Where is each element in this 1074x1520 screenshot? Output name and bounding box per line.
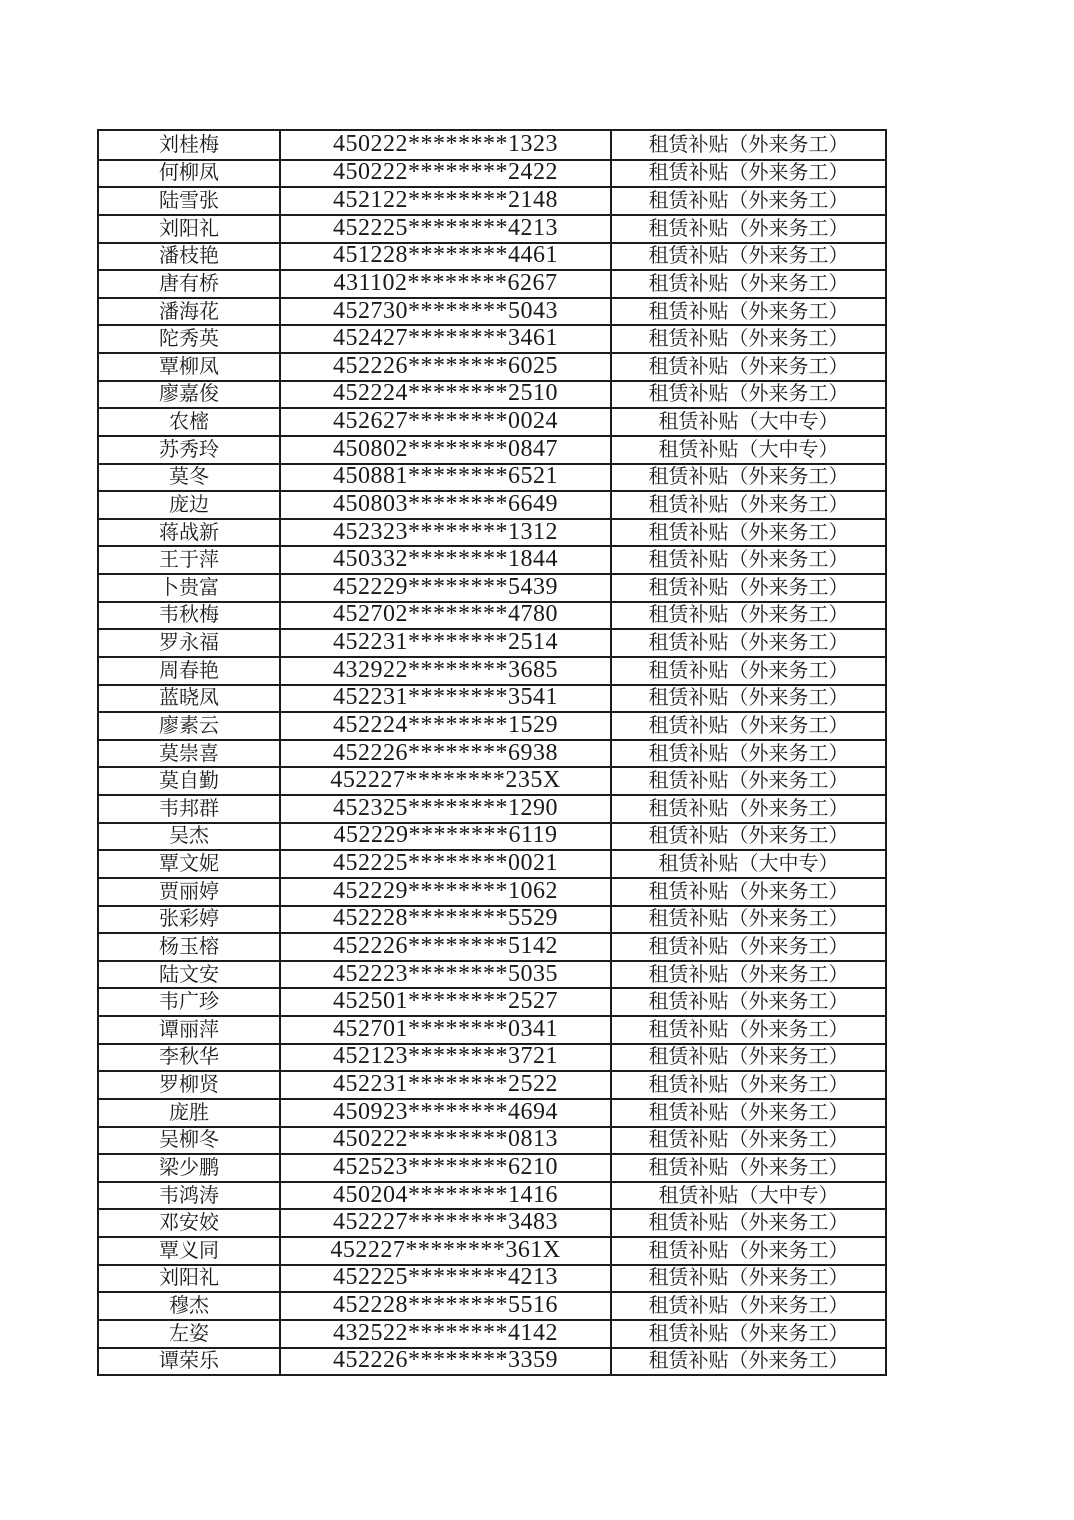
table-row bbox=[99, 1098, 885, 1126]
applicant-name: 陆雪张 bbox=[159, 190, 219, 213]
id-number: 452730********5043 bbox=[279, 299, 610, 325]
applicant-name: 穆杰 bbox=[169, 1295, 209, 1318]
subsidy-type: 租赁补贴（外来务工） bbox=[610, 768, 885, 794]
applicant-name: 刘阳礼 bbox=[159, 217, 219, 240]
table-row bbox=[99, 739, 885, 767]
id-number: 450803********6649 bbox=[279, 492, 610, 518]
table-row bbox=[99, 159, 885, 187]
subsidy-type: 租赁补贴（外来务工） bbox=[610, 1128, 885, 1154]
id-number: 452231********3541 bbox=[279, 686, 610, 712]
id-number: 452227********3483 bbox=[279, 1210, 610, 1236]
subsidy-type: 租赁补贴（外来务工） bbox=[610, 1266, 885, 1292]
subsidy-type: 租赁补贴（外来务工） bbox=[610, 1321, 885, 1347]
applicant-name: 蓝晓凤 bbox=[159, 687, 219, 710]
table-row bbox=[99, 1043, 885, 1071]
id-number: 452226********3359 bbox=[279, 1349, 610, 1375]
applicant-name: 覃柳凤 bbox=[159, 355, 219, 378]
subsidy-type: 租赁补贴（外来务工） bbox=[610, 271, 885, 297]
subsidy-type: 租赁补贴（外来务工） bbox=[610, 603, 885, 629]
subsidy-type: 租赁补贴（外来务工） bbox=[610, 354, 885, 380]
applicant-name: 韦广珍 bbox=[159, 991, 219, 1014]
table-row bbox=[99, 324, 885, 352]
subsidy-type: 租赁补贴（外来务工） bbox=[610, 326, 885, 352]
subsidy-type: 租赁补贴（大中专） bbox=[610, 437, 885, 463]
id-number: 431102********6267 bbox=[279, 271, 610, 297]
table-row bbox=[99, 601, 885, 629]
id-number: 452123********3721 bbox=[279, 1045, 610, 1071]
id-number: 450923********4694 bbox=[279, 1100, 610, 1126]
table-row bbox=[99, 628, 885, 656]
table-row bbox=[99, 214, 885, 242]
id-number: 452225********4213 bbox=[279, 216, 610, 242]
id-number: 452501********2527 bbox=[279, 989, 610, 1015]
id-number: 452323********1312 bbox=[279, 520, 610, 546]
table-row bbox=[99, 684, 885, 712]
id-number: 452227********235X bbox=[279, 768, 610, 794]
applicant-name: 谭荣乐 bbox=[159, 1350, 219, 1373]
applicant-name: 王于萍 bbox=[159, 549, 219, 572]
table-row bbox=[99, 1236, 885, 1264]
table-row bbox=[99, 960, 885, 988]
id-number: 452229********1062 bbox=[279, 879, 610, 905]
table-row bbox=[99, 877, 885, 905]
table-row bbox=[99, 1208, 885, 1236]
applicant-name: 罗永福 bbox=[159, 632, 219, 655]
table-row bbox=[99, 1070, 885, 1098]
applicant-name: 韦鸿涛 bbox=[159, 1184, 219, 1207]
id-number: 452231********2514 bbox=[279, 630, 610, 656]
table-row bbox=[99, 1347, 885, 1375]
subsidy-type: 租赁补贴（外来务工） bbox=[610, 1238, 885, 1264]
table-row bbox=[99, 518, 885, 546]
id-number: 450204********1416 bbox=[279, 1183, 610, 1209]
applicant-name: 庞边 bbox=[169, 493, 209, 516]
subsidy-type: 租赁补贴（外来务工） bbox=[610, 962, 885, 988]
applicant-name: 覃文妮 bbox=[159, 853, 219, 876]
table-row bbox=[99, 1319, 885, 1347]
table-row bbox=[99, 766, 885, 794]
subsidy-type: 租赁补贴（外来务工） bbox=[610, 907, 885, 933]
applicant-name: 莫冬 bbox=[169, 466, 209, 489]
subsidy-type: 租赁补贴（大中专） bbox=[610, 1183, 885, 1209]
id-number: 452224********2510 bbox=[279, 382, 610, 408]
subsidy-type: 租赁补贴（外来务工） bbox=[610, 1017, 885, 1043]
subsidy-type: 租赁补贴（外来务工） bbox=[610, 796, 885, 822]
table-row bbox=[99, 407, 885, 435]
id-number: 452122********2148 bbox=[279, 188, 610, 214]
table-row bbox=[99, 297, 885, 325]
table-row bbox=[99, 545, 885, 573]
applicant-name: 贾丽婷 bbox=[159, 880, 219, 903]
id-number: 450881********6521 bbox=[279, 465, 610, 491]
subsidy-type: 租赁补贴（外来务工） bbox=[610, 216, 885, 242]
subsidy-type: 租赁补贴（外来务工） bbox=[610, 686, 885, 712]
table-row bbox=[99, 463, 885, 491]
id-number: 450222********0813 bbox=[279, 1128, 610, 1154]
id-number: 452702********4780 bbox=[279, 603, 610, 629]
table-row bbox=[99, 1153, 885, 1181]
id-number: 452223********5035 bbox=[279, 962, 610, 988]
applicant-name: 覃义同 bbox=[159, 1239, 219, 1262]
subsidy-type: 租赁补贴（外来务工） bbox=[610, 1045, 885, 1071]
id-number: 452523********6210 bbox=[279, 1155, 610, 1181]
table-row bbox=[99, 1181, 885, 1209]
id-number: 451228********4461 bbox=[279, 244, 610, 270]
subsidy-type: 租赁补贴（大中专） bbox=[610, 409, 885, 435]
subsidy-type: 租赁补贴（外来务工） bbox=[610, 1293, 885, 1319]
table-row bbox=[99, 905, 885, 933]
applicant-name: 刘阳礼 bbox=[159, 1267, 219, 1290]
id-number: 452229********6119 bbox=[279, 824, 610, 850]
id-number: 432922********3685 bbox=[279, 658, 610, 684]
applicant-name: 陆文安 bbox=[159, 963, 219, 986]
subsidy-type: 租赁补贴（外来务工） bbox=[610, 547, 885, 573]
applicant-name: 邓安姣 bbox=[159, 1212, 219, 1235]
applicant-name: 苏秀玲 bbox=[159, 438, 219, 461]
table-row bbox=[99, 490, 885, 518]
table-row bbox=[99, 186, 885, 214]
table-row bbox=[99, 242, 885, 270]
id-number: 452226********6025 bbox=[279, 354, 610, 380]
applicant-name: 李秋华 bbox=[159, 1046, 219, 1069]
subsidy-type: 租赁补贴（外来务工） bbox=[610, 1155, 885, 1181]
subsidy-type: 租赁补贴（外来务工） bbox=[610, 1349, 885, 1375]
subsidy-type: 租赁补贴（外来务工） bbox=[610, 131, 885, 159]
table-row bbox=[99, 794, 885, 822]
table-row bbox=[99, 352, 885, 380]
id-number: 452701********0341 bbox=[279, 1017, 610, 1043]
id-number: 452224********1529 bbox=[279, 713, 610, 739]
table-row bbox=[99, 435, 885, 463]
table-row bbox=[99, 131, 885, 159]
applicant-name: 左姿 bbox=[169, 1322, 209, 1345]
id-number: 452225********4213 bbox=[279, 1266, 610, 1292]
applicant-name: 唐有桥 bbox=[159, 272, 219, 295]
subsidy-type: 租赁补贴（大中专） bbox=[610, 851, 885, 877]
table-row bbox=[99, 380, 885, 408]
id-number: 450222********2422 bbox=[279, 161, 610, 187]
subsidy-type: 租赁补贴（外来务工） bbox=[610, 824, 885, 850]
applicant-name: 刘桂梅 bbox=[159, 133, 219, 156]
table-row bbox=[99, 1291, 885, 1319]
subsidy-type: 租赁补贴（外来务工） bbox=[610, 658, 885, 684]
applicant-name: 杨玉榕 bbox=[159, 935, 219, 958]
table-row bbox=[99, 1015, 885, 1043]
subsidy-type: 租赁补贴（外来务工） bbox=[610, 244, 885, 270]
subsidy-table bbox=[97, 129, 887, 1376]
id-number: 452229********5439 bbox=[279, 575, 610, 601]
id-number: 452228********5516 bbox=[279, 1293, 610, 1319]
id-number: 452227********361X bbox=[279, 1238, 610, 1264]
applicant-name: 周春艳 bbox=[159, 659, 219, 682]
table-row bbox=[99, 849, 885, 877]
applicant-name: 潘海花 bbox=[159, 300, 219, 323]
subsidy-type: 租赁补贴（外来务工） bbox=[610, 382, 885, 408]
applicant-name: 谭丽萍 bbox=[159, 1018, 219, 1041]
applicant-name: 吴柳冬 bbox=[159, 1129, 219, 1152]
id-number: 450802********0847 bbox=[279, 437, 610, 463]
id-number: 452226********5142 bbox=[279, 934, 610, 960]
subsidy-type: 租赁补贴（外来务工） bbox=[610, 989, 885, 1015]
subsidy-type: 租赁补贴（外来务工） bbox=[610, 1210, 885, 1236]
id-number: 452226********6938 bbox=[279, 741, 610, 767]
applicant-name: 罗柳贤 bbox=[159, 1074, 219, 1097]
subsidy-type: 租赁补贴（外来务工） bbox=[610, 713, 885, 739]
applicant-name: 农樒 bbox=[169, 411, 209, 434]
applicant-name: 何柳凤 bbox=[159, 162, 219, 185]
id-number: 450332********1844 bbox=[279, 547, 610, 573]
table-row bbox=[99, 987, 885, 1015]
subsidy-type: 租赁补贴（外来务工） bbox=[610, 575, 885, 601]
subsidy-type: 租赁补贴（外来务工） bbox=[610, 741, 885, 767]
subsidy-type: 租赁补贴（外来务工） bbox=[610, 934, 885, 960]
subsidy-type: 租赁补贴（外来务工） bbox=[610, 492, 885, 518]
applicant-name: 张彩婷 bbox=[159, 908, 219, 931]
table-row bbox=[99, 656, 885, 684]
applicant-name: 韦邦群 bbox=[159, 797, 219, 820]
applicant-name: 韦秋梅 bbox=[159, 604, 219, 627]
subsidy-type: 租赁补贴（外来务工） bbox=[610, 161, 885, 187]
id-number: 452325********1290 bbox=[279, 796, 610, 822]
subsidy-type: 租赁补贴（外来务工） bbox=[610, 1100, 885, 1126]
applicant-name: 庞胜 bbox=[169, 1101, 209, 1124]
applicant-name: 廖嘉俊 bbox=[159, 383, 219, 406]
table-row bbox=[99, 1126, 885, 1154]
id-number: 452427********3461 bbox=[279, 326, 610, 352]
table-row bbox=[99, 932, 885, 960]
subsidy-type: 租赁补贴（外来务工） bbox=[610, 299, 885, 325]
subsidy-type: 租赁补贴（外来务工） bbox=[610, 630, 885, 656]
table-row bbox=[99, 1264, 885, 1292]
applicant-name: 潘枝艳 bbox=[159, 245, 219, 268]
id-number: 452627********0024 bbox=[279, 409, 610, 435]
id-number: 450222********1323 bbox=[279, 131, 610, 159]
applicant-name: 吴杰 bbox=[169, 825, 209, 848]
table-row bbox=[99, 822, 885, 850]
applicant-name: 莫自勤 bbox=[159, 770, 219, 793]
subsidy-type: 租赁补贴（外来务工） bbox=[610, 1072, 885, 1098]
subsidy-type: 租赁补贴（外来务工） bbox=[610, 188, 885, 214]
subsidy-type: 租赁补贴（外来务工） bbox=[610, 465, 885, 491]
applicant-name: 陀秀英 bbox=[159, 328, 219, 351]
subsidy-type: 租赁补贴（外来务工） bbox=[610, 879, 885, 905]
applicant-name: 梁少鹏 bbox=[159, 1156, 219, 1179]
table-row bbox=[99, 269, 885, 297]
applicant-name: 蒋战新 bbox=[159, 521, 219, 544]
id-number: 432522********4142 bbox=[279, 1321, 610, 1347]
applicant-name: 廖素云 bbox=[159, 714, 219, 737]
subsidy-type: 租赁补贴（外来务工） bbox=[610, 520, 885, 546]
id-number: 452228********5529 bbox=[279, 907, 610, 933]
table-row bbox=[99, 573, 885, 601]
id-number: 452225********0021 bbox=[279, 851, 610, 877]
applicant-name: 卜贵富 bbox=[159, 576, 219, 599]
table-row bbox=[99, 711, 885, 739]
id-number: 452231********2522 bbox=[279, 1072, 610, 1098]
applicant-name: 莫崇喜 bbox=[159, 742, 219, 765]
